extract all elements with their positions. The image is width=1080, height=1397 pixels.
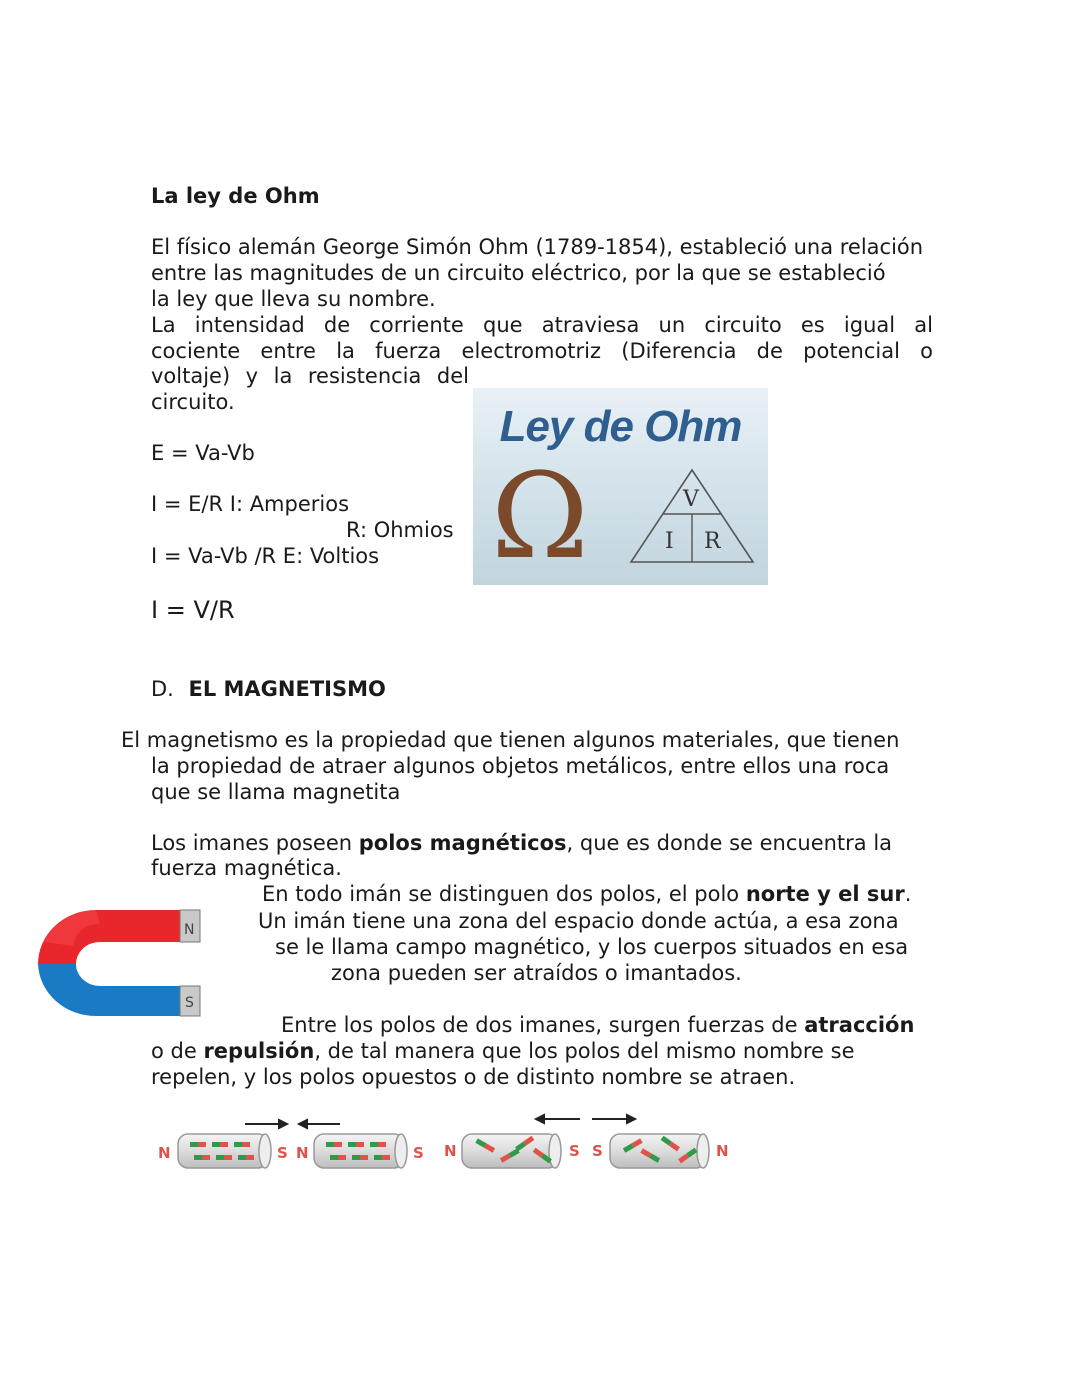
poles-line-3: En todo imán se distinguen dos polos, el polo norte y el sur.: [262, 882, 912, 906]
horseshoe-north: N: [184, 922, 195, 938]
unit-ohmios: R: Ohmios: [346, 518, 454, 542]
magnetism-intro-line-3: que se llama magnetita: [151, 780, 401, 804]
ohm-intro-line-2: entre las magnitudes de un circuito eléctrico, por la que se estableció: [151, 261, 886, 285]
pole-label-6: S: [569, 1142, 580, 1160]
ohm-definition-line-2: cociente entre la fuerza electromotriz (Diferencia de potencial o: [151, 339, 933, 363]
magnetism-title-prefix: D.: [151, 677, 174, 701]
forces-line-1: Entre los polos de dos imanes, surgen fuerzas de atracción: [281, 1013, 915, 1037]
ohm-definition-line-3: voltaje) y la resistencia del: [151, 364, 469, 388]
pole-label-5: N: [444, 1142, 457, 1160]
ohm-image-title: Ley de Ohm: [499, 402, 742, 451]
field-line-3: zona pueden ser atraídos o imantados.: [331, 961, 742, 985]
triangle-i: I: [665, 529, 674, 554]
magnetism-intro-line-2: la propiedad de atraer algunos objetos metálicos, entre ellos una roca: [151, 754, 890, 778]
formula-i-vavb: I = Va-Vb /R E: Voltios: [151, 544, 380, 568]
ohm-intro-line-1: El físico alemán George Simón Ohm (1789-1854), estableció una relación: [151, 235, 924, 259]
formula-i-vr: I = V/R: [151, 596, 235, 624]
forces-line-2: o de repulsión, de tal manera que los polos del mismo nombre se: [151, 1039, 855, 1063]
magnetism-title: [151, 676, 386, 702]
magnet-poles-diagram: [150, 1108, 750, 1178]
pole-label-4: S: [413, 1144, 424, 1162]
poles-line-1: Los imanes poseen polos magnéticos, que es donde se encuentra la: [151, 831, 893, 855]
forces-line-3: repelen, y los polos opuestos o de distinto nombre se atraen.: [151, 1065, 796, 1089]
formula-i-er: I = E/R I: Amperios: [151, 492, 350, 516]
ohm-triangle: [627, 466, 757, 566]
ohm-law-image: [473, 388, 768, 585]
pole-label-3: N: [296, 1144, 309, 1162]
ohm-title: La ley de Ohm: [151, 184, 320, 208]
pole-label-7: S: [592, 1142, 603, 1160]
formula-e: E = Va-Vb: [151, 441, 255, 465]
triangle-v: V: [683, 487, 699, 512]
ohm-definition-line-4: circuito.: [151, 390, 235, 414]
field-line-2: se le llama campo magnético, y los cuerpos situados en esa: [275, 935, 909, 959]
omega-symbol: Ω: [491, 447, 589, 585]
horseshoe-magnet-icon: [34, 906, 204, 1018]
horseshoe-south: S: [185, 995, 194, 1011]
pole-label-2: S: [277, 1144, 288, 1162]
pole-label-8: N: [716, 1142, 729, 1160]
ohm-definition-line-1: La intensidad de corriente que atraviesa un circuito es igual al: [151, 313, 933, 337]
poles-line-2: fuerza magnética.: [151, 856, 342, 880]
pole-label-1: N: [158, 1144, 171, 1162]
magnetism-intro-line-1: El magnetismo es la propiedad que tienen algunos materiales, que tienen: [121, 728, 900, 752]
field-line-1: Un imán tiene una zona del espacio donde actúa, a esa zona: [258, 909, 899, 933]
magnetism-title-text: EL MAGNETISMO: [188, 677, 386, 701]
ohm-intro-line-3: la ley que lleva su nombre.: [151, 287, 436, 311]
triangle-r: R: [704, 529, 721, 554]
